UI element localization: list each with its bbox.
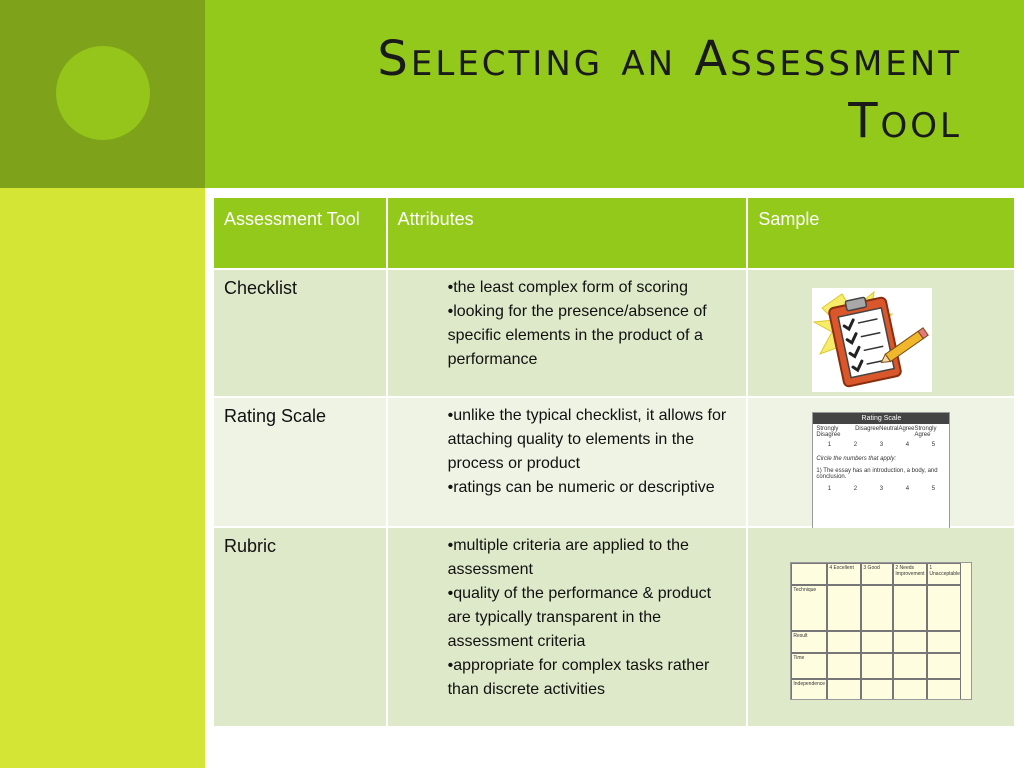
rating-label: Disagree bbox=[855, 426, 880, 432]
rubric-header: 2 Needs Improvement bbox=[893, 563, 927, 585]
attributes-cell bbox=[387, 397, 748, 527]
rubric-cell bbox=[893, 679, 927, 700]
rubric-cell bbox=[927, 679, 961, 700]
rubric-cell bbox=[927, 653, 961, 679]
assessment-table bbox=[212, 196, 1016, 728]
table-row bbox=[213, 527, 1015, 727]
attribute-item: •ratings can be numeric or descriptive bbox=[447, 479, 715, 496]
attribute-item: •multiple criteria are applied to the assessment bbox=[447, 537, 689, 578]
rubric-cell bbox=[893, 631, 927, 653]
rating-number: 1 bbox=[827, 442, 832, 448]
rating-number: 2 bbox=[853, 486, 858, 492]
attribute-item: •quality of the performance & product are typically transparent in the assessment criteria bbox=[447, 585, 712, 650]
rating-number: 3 bbox=[879, 486, 884, 492]
sample-cell bbox=[747, 527, 1015, 727]
header-sample: Sample bbox=[747, 197, 1015, 269]
sample-cell bbox=[747, 397, 1015, 527]
rating-item: 1) The essay has an introduction, a body, and conclusion. bbox=[816, 468, 938, 480]
attribute-item: •the least complex form of scoring bbox=[447, 279, 688, 296]
attribute-item: •appropriate for complex tasks rather than discrete activities bbox=[447, 657, 710, 698]
table-row bbox=[213, 397, 1015, 527]
attribute-item: •unlike the typical checklist, it allows for attaching quality to elements in the process or product bbox=[447, 407, 727, 472]
rating-label: Neutral bbox=[879, 426, 899, 432]
table-row bbox=[213, 269, 1015, 397]
rating-number: 1 bbox=[827, 486, 832, 492]
rubric-cell bbox=[893, 585, 927, 631]
tool-name-rubric: Rubric bbox=[213, 527, 387, 727]
rubric-cell bbox=[927, 585, 961, 631]
rating-scale-sample-image bbox=[812, 412, 950, 530]
title-banner bbox=[205, 0, 1024, 188]
rating-number: 3 bbox=[879, 442, 884, 448]
rubric-row-label: Independence bbox=[791, 679, 827, 700]
rubric-header: 4 Excellent bbox=[827, 563, 861, 585]
rating-sample-heading: Rating Scale bbox=[813, 413, 949, 424]
slide-title bbox=[262, 28, 962, 152]
rating-number: 4 bbox=[905, 486, 910, 492]
rating-number: 5 bbox=[931, 486, 936, 492]
tool-name-checklist: Checklist bbox=[213, 269, 387, 397]
rating-label: Strongly Agree bbox=[914, 426, 937, 438]
tool-name-rating-scale: Rating Scale bbox=[213, 397, 387, 527]
rubric-sample-image bbox=[790, 562, 972, 700]
rubric-header bbox=[791, 563, 827, 585]
header-assessment-tool: Assessment Tool bbox=[213, 197, 387, 269]
rating-label: Agree bbox=[898, 426, 915, 432]
attributes-cell bbox=[387, 269, 748, 397]
rubric-cell bbox=[861, 679, 893, 700]
rating-number: 5 bbox=[931, 442, 936, 448]
rubric-cell bbox=[827, 679, 861, 700]
rubric-cell bbox=[893, 653, 927, 679]
clipboard-checklist-icon bbox=[812, 288, 932, 392]
attribute-item: •looking for the presence/absence of specific elements in the product of a performance bbox=[447, 303, 707, 368]
rating-label: Strongly Disagree bbox=[816, 426, 841, 438]
rating-number: 4 bbox=[905, 442, 910, 448]
rubric-header: 3 Good bbox=[861, 563, 893, 585]
rubric-cell bbox=[861, 585, 893, 631]
rubric-row-label: Result bbox=[791, 631, 827, 653]
rating-number: 2 bbox=[853, 442, 858, 448]
left-bottom-panel bbox=[0, 188, 205, 768]
rating-instruction: Circle the numbers that apply: bbox=[816, 456, 897, 462]
rubric-cell bbox=[827, 631, 861, 653]
sample-cell bbox=[747, 269, 1015, 397]
rubric-cell bbox=[861, 631, 893, 653]
rubric-cell bbox=[861, 653, 893, 679]
rubric-cell bbox=[927, 631, 961, 653]
decorative-circle bbox=[56, 46, 150, 140]
rubric-header: 1 Unacceptable bbox=[927, 563, 961, 585]
rubric-row-label: Technique bbox=[791, 585, 827, 631]
rubric-row-label: Time bbox=[791, 653, 827, 679]
rubric-cell bbox=[827, 653, 861, 679]
slide-title-line1: Selecting an Assessment bbox=[377, 31, 962, 87]
header-attributes: Attributes bbox=[387, 197, 748, 269]
rubric-cell bbox=[827, 585, 861, 631]
slide-title-line2: Tool bbox=[848, 93, 962, 149]
attributes-cell bbox=[387, 527, 748, 727]
table-header-row bbox=[213, 197, 1015, 269]
divider bbox=[205, 188, 1024, 194]
